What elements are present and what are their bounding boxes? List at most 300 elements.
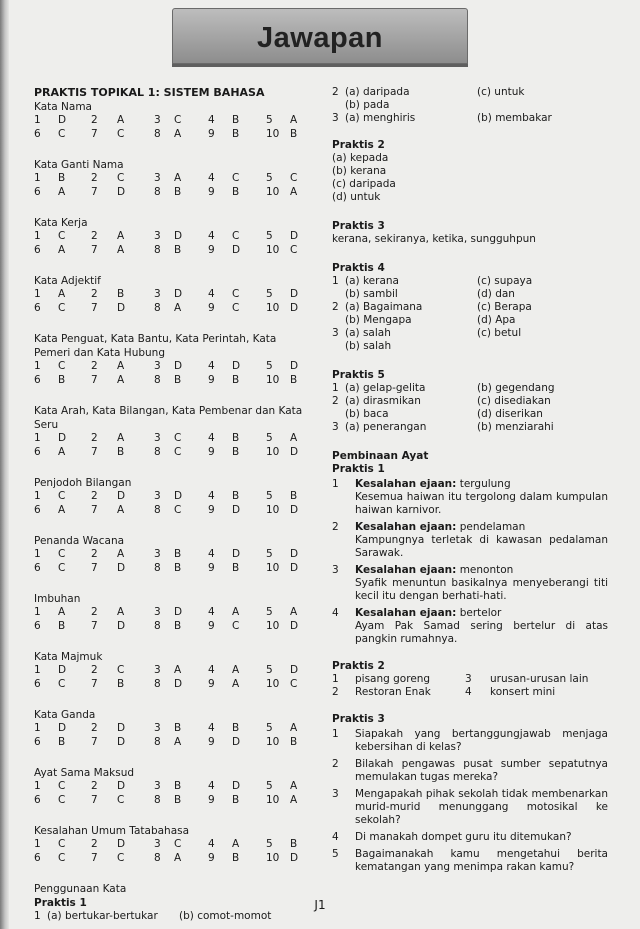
question-number: 8 [154, 562, 161, 574]
answer-option: (b) membakar [477, 112, 552, 124]
answer-section [34, 332, 314, 388]
question-number: 3 [465, 673, 472, 685]
answer-item: (a) kepada [332, 152, 389, 164]
question-number: 9 [208, 244, 215, 256]
question-number: 2 [332, 686, 339, 698]
praktis-title: Praktis 5 [332, 369, 385, 381]
answer-item [332, 521, 608, 560]
answer-letter: B [58, 736, 66, 748]
answer-letter: D [290, 504, 299, 516]
corrected-sentence: Ayam Pak Samad sering bertelur di atas pangkin rumahnya. [355, 620, 608, 645]
question-number: 2 [91, 548, 98, 560]
answer-text: konsert mini [490, 686, 556, 698]
answer-option: (d) dan [477, 288, 515, 300]
answer-item [332, 564, 608, 603]
question-number: 4 [208, 664, 215, 676]
error-heading [355, 607, 608, 620]
answer-item [332, 831, 608, 844]
answer-letter: C [117, 794, 125, 806]
answer-letter: D [174, 230, 183, 242]
question-number: 5 [266, 548, 273, 560]
question-number: 3 [332, 112, 339, 124]
question-number: 9 [208, 852, 215, 864]
question-number: 5 [266, 432, 273, 444]
question-number: 6 [34, 302, 41, 314]
question-number: 4 [208, 114, 215, 126]
answer-letter: A [290, 780, 298, 792]
answer-letter: D [174, 360, 183, 372]
praktis-4-section [332, 262, 608, 353]
question-number: 8 [154, 446, 161, 458]
answer-sections [34, 100, 314, 866]
question-number: 1 [34, 114, 41, 126]
question-number: 7 [91, 374, 98, 386]
answer-letter: A [117, 114, 125, 126]
question-number: 2 [332, 301, 339, 313]
answer-letter: D [290, 620, 299, 632]
praktis-title: Praktis 3 [332, 220, 385, 232]
question-number: 3 [154, 606, 161, 618]
question-number: 1 [34, 838, 41, 850]
section-title: Penanda Wacana [34, 535, 125, 547]
question-number: 7 [91, 852, 98, 864]
answer-letter: C [58, 490, 66, 502]
answer-item [332, 728, 608, 754]
answer-letter: A [117, 230, 125, 242]
answer-letter: C [290, 678, 298, 690]
answer-line [332, 86, 608, 99]
answer-letter: C [58, 562, 66, 574]
answer-body [355, 607, 608, 646]
answer-item [332, 758, 608, 784]
question-number: 5 [266, 664, 273, 676]
answer-letter: D [58, 114, 67, 126]
answer-text: Restoran Enak [355, 686, 431, 698]
answer-letter: D [117, 722, 126, 734]
question-number: 2 [91, 230, 98, 242]
answer-letter: B [290, 128, 298, 140]
answer-letter: A [290, 794, 298, 806]
answer-row [34, 852, 314, 866]
answer-letter: D [117, 490, 126, 502]
answer-letter: B [232, 128, 240, 140]
answer-section [34, 766, 314, 808]
answer-text: urusan-urusan lain [490, 673, 589, 685]
answer-row [34, 172, 314, 186]
answer-letter: B [117, 288, 125, 300]
answer-row [34, 114, 314, 128]
answer-letter: D [58, 432, 67, 444]
answer-row [34, 446, 314, 460]
question-number: 6 [34, 244, 41, 256]
error-heading [355, 564, 608, 577]
answer-section [34, 274, 314, 316]
answer-letter: B [232, 186, 240, 198]
question-number: 10 [266, 446, 280, 458]
question-sentence: Siapakah yang bertanggungjawab menjaga kebersihan di kelas? [355, 728, 608, 753]
section-title: Pembinaan Ayat [332, 450, 429, 462]
answer-letter: C [174, 504, 182, 516]
error-heading [355, 521, 608, 534]
answer-letter: D [232, 360, 241, 372]
question-number: 3 [154, 722, 161, 734]
answer-letter: B [174, 620, 182, 632]
answer-letter: C [58, 548, 66, 560]
answer-letter: D [232, 736, 241, 748]
answer-letter: B [117, 446, 125, 458]
praktis-title: Praktis 1 [34, 897, 87, 909]
question-number: 5 [266, 838, 273, 850]
error-word: pendelaman [456, 521, 526, 533]
question-number: 9 [208, 504, 215, 516]
answer-section [34, 216, 314, 258]
answer-letter: C [117, 852, 125, 864]
answer-letter: D [290, 562, 299, 574]
answer-row [34, 432, 314, 446]
answer-letter: A [232, 606, 240, 618]
question-number: 8 [154, 374, 161, 386]
question-number: 9 [208, 446, 215, 458]
answer-text: kerana, sekiranya, ketika, sungguhpun [332, 233, 536, 245]
question-number: 6 [34, 794, 41, 806]
question-number: 5 [266, 360, 273, 372]
answer-body [355, 758, 608, 784]
answer-line [332, 327, 608, 340]
answer-section [34, 476, 314, 518]
answer-letter: D [290, 302, 299, 314]
question-number: 5 [266, 114, 273, 126]
answer-option: (a) Bagaimana [345, 301, 423, 313]
question-number: 2 [332, 758, 339, 770]
answer-option: (c) betul [477, 327, 522, 339]
answer-body [355, 788, 608, 827]
answer-list [332, 275, 608, 353]
answer-letter: D [290, 360, 299, 372]
answer-letter: A [117, 606, 125, 618]
answer-row [34, 780, 314, 794]
question-number: 3 [154, 432, 161, 444]
answer-option: (b) menziarahi [477, 421, 554, 433]
answer-row [34, 230, 314, 244]
answer-option: (c) Berapa [477, 301, 532, 313]
answer-option: (b) sambil [345, 288, 398, 300]
error-word: menonton [456, 564, 514, 576]
answer-body [355, 831, 608, 844]
answer-body [355, 564, 608, 603]
answer-letter: D [174, 490, 183, 502]
question-number: 2 [332, 86, 339, 98]
error-heading [355, 478, 608, 491]
praktis-3-section [332, 220, 608, 246]
question-number: 7 [91, 302, 98, 314]
answer-option: (c) disediakan [477, 395, 551, 407]
question-number: 7 [91, 678, 98, 690]
question-number: 2 [91, 664, 98, 676]
answer-row [34, 736, 314, 750]
answer-letter: D [290, 548, 299, 560]
answer-line [332, 673, 608, 686]
question-number: 1 [332, 275, 339, 287]
answer-letter: B [174, 722, 182, 734]
answer-line [332, 99, 608, 112]
answer-letter: D [117, 736, 126, 748]
answer-letter: A [117, 504, 125, 516]
answer-section [34, 158, 314, 200]
answer-letter: B [290, 736, 298, 748]
answer-letter: C [58, 794, 66, 806]
answer-section [34, 592, 314, 634]
question-number: 2 [91, 432, 98, 444]
section-title: Kata Majmuk [34, 651, 103, 663]
answer-item: (b) kerana [332, 165, 387, 177]
answer-letter: C [232, 288, 240, 300]
question-number: 10 [266, 504, 280, 516]
answer-row [34, 360, 314, 374]
answer-letter: D [117, 302, 126, 314]
question-number: 10 [266, 302, 280, 314]
question-number: 1 [34, 230, 41, 242]
answer-letter: B [174, 794, 182, 806]
question-number: 1 [34, 172, 41, 184]
answer-option: (a) kerana [345, 275, 399, 287]
answer-letter: C [58, 678, 66, 690]
answer-letter: D [117, 780, 126, 792]
answer-letter: C [290, 244, 298, 256]
answer-letter: A [117, 374, 125, 386]
question-number: 3 [154, 490, 161, 502]
answer-section [34, 824, 314, 866]
praktis-title: Praktis 2 [332, 660, 385, 672]
answer-b: (b) comot-momot [179, 910, 272, 922]
page-number: J1 [314, 898, 326, 912]
section-title: Imbuhan [34, 593, 81, 605]
question-number: 1 [34, 722, 41, 734]
section-title: Ayat Sama Maksud [34, 767, 135, 779]
answer-row [34, 620, 314, 634]
answer-letter: B [290, 838, 298, 850]
question-number: 6 [34, 852, 41, 864]
question-number: 6 [34, 128, 41, 140]
question-number: 1 [34, 360, 41, 372]
question-number: 3 [332, 421, 339, 433]
answer-option: (b) pada [345, 99, 390, 111]
answer-section [34, 534, 314, 576]
answer-row [34, 490, 314, 504]
answer-body [355, 848, 608, 874]
answer-body [355, 728, 608, 754]
question-number: 5 [266, 288, 273, 300]
section-title: Penggunaan Kata [34, 883, 127, 895]
answer-letter: B [174, 562, 182, 574]
answer-letter: A [290, 432, 298, 444]
answer-letter: D [174, 288, 183, 300]
answer-line [332, 112, 608, 125]
answer-letter: D [174, 678, 183, 690]
answer-option: (b) gegendang [477, 382, 555, 394]
question-number: 6 [34, 374, 41, 386]
answer-letter: A [58, 446, 66, 458]
question-number: 9 [208, 186, 215, 198]
answer-line [332, 686, 608, 699]
answer-letter: A [174, 664, 182, 676]
answer-letter: D [290, 446, 299, 458]
answer-letter: C [58, 852, 66, 864]
answer-row [34, 606, 314, 620]
answer-list [332, 152, 608, 204]
answer-letter: C [58, 780, 66, 792]
error-word: tergulung [456, 478, 511, 490]
question-number: 6 [34, 446, 41, 458]
question-number: 3 [154, 838, 161, 850]
answer-letter: A [232, 838, 240, 850]
question-number: 9 [208, 620, 215, 632]
question-number: 4 [208, 780, 215, 792]
penggunaan-kata-continued [332, 86, 608, 125]
answer-letter: B [58, 172, 66, 184]
question-number: 9 [208, 374, 215, 386]
question-number: 8 [154, 794, 161, 806]
answer-line [332, 340, 608, 353]
question-number: 6 [34, 562, 41, 574]
section-title: Kata Adjektif [34, 275, 101, 287]
answer-option: (a) daripada [345, 86, 410, 98]
question-number: 6 [34, 620, 41, 632]
pembinaan-ayat-section [332, 450, 608, 646]
answer-letter: B [174, 186, 182, 198]
answer-letter: A [290, 722, 298, 734]
question-number: 4 [208, 432, 215, 444]
answer-letter: C [232, 620, 240, 632]
question-number: 10 [266, 620, 280, 632]
banner-title: Jawapan [257, 22, 383, 54]
question-number: 2 [91, 114, 98, 126]
praktis-title: Praktis 3 [332, 713, 385, 725]
answer-letter: A [117, 432, 125, 444]
answer-letter: C [58, 230, 66, 242]
question-number: 8 [154, 186, 161, 198]
left-column [34, 86, 314, 923]
answer-letter: B [290, 374, 298, 386]
answer-letter: B [232, 722, 240, 734]
answer-letter: B [232, 446, 240, 458]
question-number: 2 [332, 395, 339, 407]
question-number: 1 [34, 548, 41, 560]
question-number: 6 [34, 678, 41, 690]
answer-row [34, 548, 314, 562]
question-number: 9 [208, 678, 215, 690]
question-number: 3 [154, 230, 161, 242]
answer-letter: D [58, 722, 67, 734]
question-number: 9 [208, 302, 215, 314]
answer-letter: B [117, 678, 125, 690]
question-number: 9 [208, 736, 215, 748]
question-number: 1 [34, 606, 41, 618]
question-number: 4 [208, 490, 215, 502]
question-number: 9 [208, 128, 215, 140]
answer-letter: A [174, 302, 182, 314]
answer-row [34, 562, 314, 576]
answer-row [34, 838, 314, 852]
answer-letter: A [232, 678, 240, 690]
question-number: 1 [34, 910, 41, 922]
corrected-sentence: Kampungnya terletak di kawasan pedalaman Sarawak. [355, 534, 608, 559]
answer-line [332, 301, 608, 314]
answer-body [355, 521, 608, 560]
question-number: 10 [266, 736, 280, 748]
question-number: 2 [91, 838, 98, 850]
question-number: 2 [91, 288, 98, 300]
answer-letter: C [232, 172, 240, 184]
answer-letter: D [117, 562, 126, 574]
answer-row [34, 722, 314, 736]
answer-option: (a) gelap-gelita [345, 382, 426, 394]
question-number: 3 [154, 548, 161, 560]
answer-list [332, 382, 608, 434]
question-number: 5 [266, 722, 273, 734]
question-number: 2 [91, 490, 98, 502]
answer-line [332, 382, 608, 395]
answer-row [34, 504, 314, 518]
answer-letter: C [117, 172, 125, 184]
section-title: Kesalahan Umum Tatabahasa [34, 825, 190, 837]
section-title: Kata Nama [34, 101, 92, 113]
answer-letter: D [232, 780, 241, 792]
answer-letter: C [174, 446, 182, 458]
question-number: 1 [332, 382, 339, 394]
answer-letter: A [174, 128, 182, 140]
question-number: 10 [266, 186, 280, 198]
error-label: Kesalahan ejaan: [355, 521, 457, 533]
answer-item: (d) untuk [332, 191, 381, 203]
pembinaan-praktis-2-section [332, 660, 608, 699]
answer-item [332, 788, 608, 827]
answer-item [332, 848, 608, 874]
question-number: 5 [266, 172, 273, 184]
section-title: Penjodoh Bilangan [34, 477, 132, 489]
question-number: 9 [208, 562, 215, 574]
question-number: 3 [154, 288, 161, 300]
answer-letter: A [117, 244, 125, 256]
question-number: 2 [91, 360, 98, 372]
question-number: 1 [34, 780, 41, 792]
question-number: 4 [208, 288, 215, 300]
page-binding-edge [0, 0, 9, 929]
question-number: 3 [154, 664, 161, 676]
answer-letter: A [232, 664, 240, 676]
question-number: 10 [266, 678, 280, 690]
answer-letter: C [290, 172, 298, 184]
answer-letter: B [174, 374, 182, 386]
answer-option: (a) salah [345, 327, 391, 339]
answer-option: (d) Apa [477, 314, 516, 326]
answer-letter: C [58, 128, 66, 140]
answer-letter: D [58, 664, 67, 676]
question-number: 1 [332, 673, 339, 685]
question-sentence: Di manakah dompet guru itu ditemukan? [355, 831, 572, 843]
answer-letter: C [232, 230, 240, 242]
question-number: 4 [208, 360, 215, 372]
question-number: 8 [154, 244, 161, 256]
answer-row [34, 244, 314, 258]
praktis-title: Praktis 2 [332, 139, 385, 151]
answer-item [332, 607, 608, 646]
question-number: 8 [154, 852, 161, 864]
question-number: 2 [91, 780, 98, 792]
corrected-sentence: Syafik menuntun basikalnya menyeberangi titi kecil itu dengan berhati-hati. [355, 577, 608, 602]
answer-letter: B [174, 548, 182, 560]
error-label: Kesalahan ejaan: [355, 607, 457, 619]
answer-letter: B [174, 780, 182, 792]
